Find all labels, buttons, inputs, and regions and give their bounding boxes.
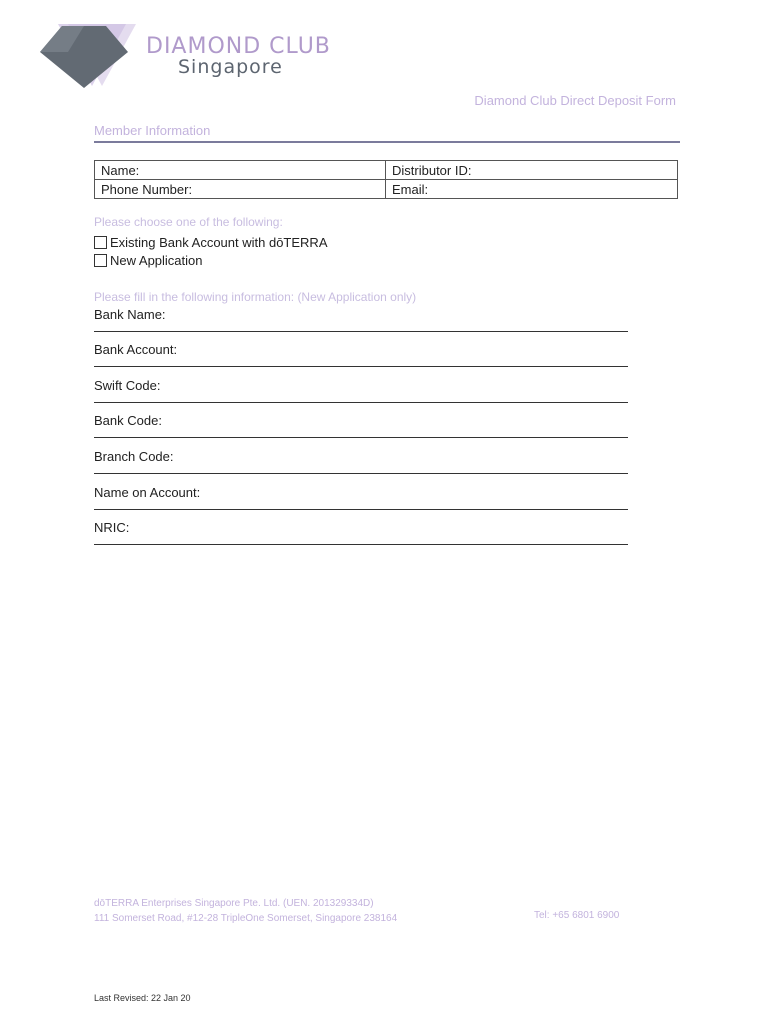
company-address: 111 Somerset Road, #12-28 TripleOne Somerset, Singapore 238164 [94, 913, 398, 924]
distributor-id-field[interactable] [386, 161, 678, 180]
phone-field[interactable] [95, 180, 386, 199]
name-field[interactable] [95, 161, 386, 180]
field-line[interactable] [94, 544, 628, 545]
field-line[interactable] [94, 509, 628, 510]
option-existing-account[interactable] [94, 235, 328, 250]
member-info-table [94, 160, 678, 199]
email-label: Email: [392, 181, 429, 197]
phone-label: Phone Number: [101, 181, 193, 197]
field-label: NRIC: [94, 520, 130, 535]
field-line[interactable] [94, 473, 628, 474]
bank-prompt: Please fill in the following information: (New Application only) [94, 290, 417, 304]
field-label: Bank Account: [94, 342, 178, 357]
name-label: Name: [101, 162, 140, 178]
email-field[interactable] [386, 180, 678, 199]
bank-name-field[interactable] [94, 307, 628, 322]
swift-code-field[interactable] [94, 378, 628, 393]
last-revised: Last Revised: 22 Jan 20 [94, 993, 191, 1003]
field-line[interactable] [94, 437, 628, 438]
existing-account-checkbox[interactable] [94, 236, 107, 249]
option-new-application[interactable] [94, 253, 203, 268]
option-label: Existing Bank Account with dōTERRA [110, 235, 328, 250]
form-title: Diamond Club Direct Deposit Form [474, 93, 676, 108]
field-line[interactable] [94, 402, 628, 403]
field-line[interactable] [94, 366, 628, 367]
company-name: dōTERRA Enterprises Singapore Pte. Ltd. (UEN. 201329334D) [94, 898, 374, 909]
choice-prompt: Please choose one of the following: [94, 215, 283, 229]
bank-code-field[interactable] [94, 413, 628, 428]
brand-subtitle: Singapore [178, 56, 283, 78]
field-label: Swift Code: [94, 378, 161, 393]
field-label: Bank Name: [94, 307, 166, 322]
field-label: Branch Code: [94, 449, 174, 464]
distributor-id-label: Distributor ID: [392, 162, 472, 178]
name-on-account-field[interactable] [94, 485, 628, 500]
field-label: Name on Account: [94, 485, 201, 500]
new-application-checkbox[interactable] [94, 254, 107, 267]
nric-field[interactable] [94, 520, 628, 535]
bank-account-field[interactable] [94, 342, 628, 357]
diamond-logo-icon [38, 22, 138, 92]
brand-title: DIAMOND CLUB [146, 34, 331, 59]
field-label: Bank Code: [94, 413, 162, 428]
section-divider [94, 141, 680, 143]
branch-code-field[interactable] [94, 449, 628, 464]
option-label: New Application [110, 253, 203, 268]
field-line[interactable] [94, 331, 628, 332]
company-phone: Tel: +65 6801 6900 [534, 910, 620, 921]
member-section-title: Member Information [94, 123, 211, 138]
